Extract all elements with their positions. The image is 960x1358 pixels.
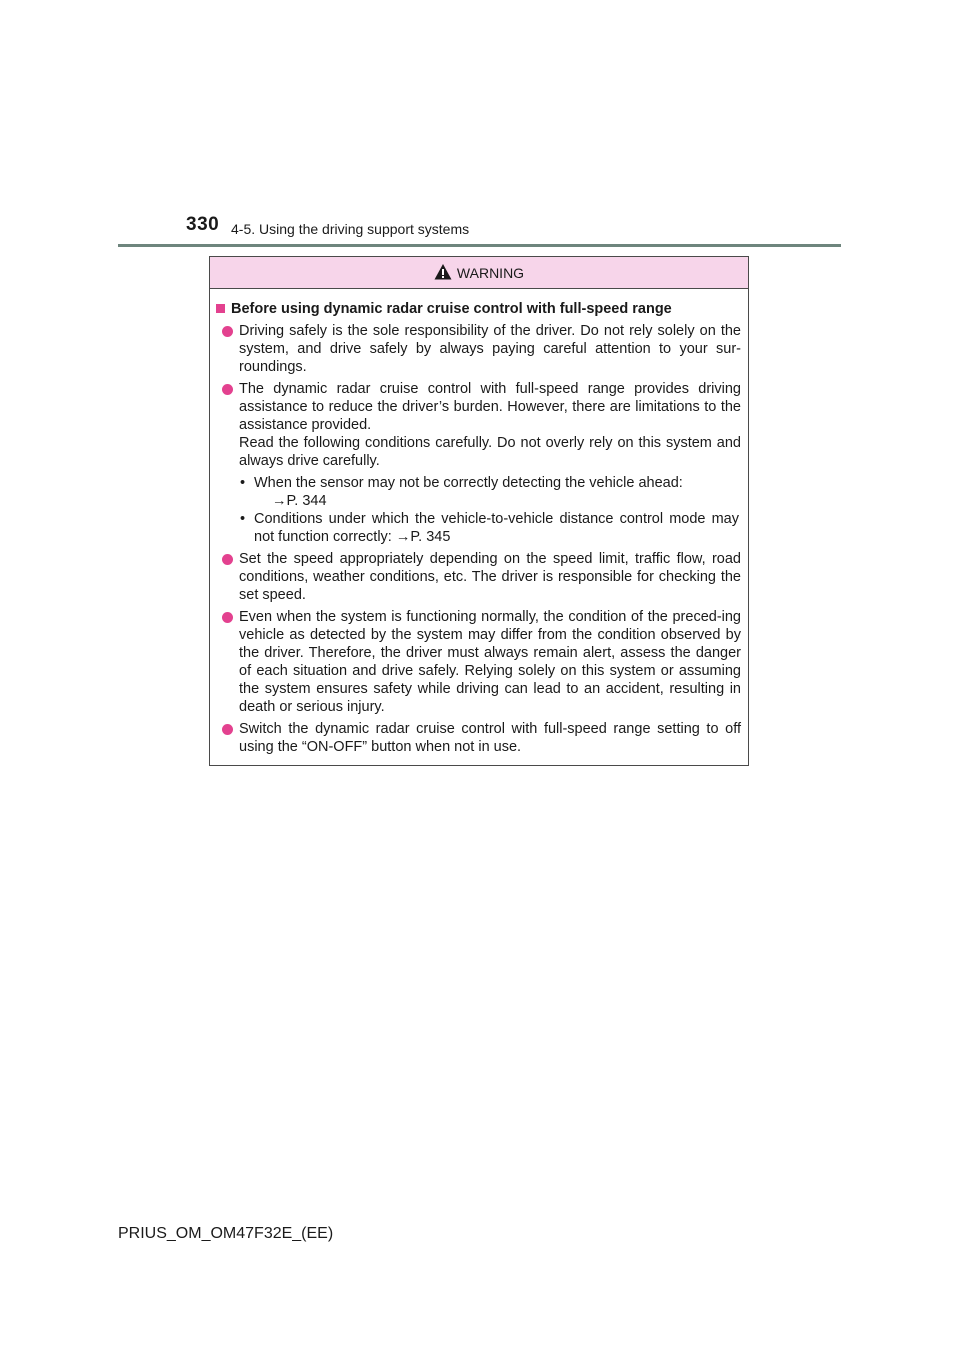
circle-bullet-icon (222, 326, 233, 337)
warning-header (210, 257, 748, 289)
warning-box (209, 256, 749, 766)
section-title: 4-5. Using the driving support systems (231, 221, 470, 237)
sub-list-item (239, 510, 741, 546)
warning-heading (216, 300, 742, 318)
list-item (216, 380, 742, 546)
circle-bullet-icon (222, 384, 233, 395)
circle-bullet-icon (222, 554, 233, 565)
warning-title: WARNING (456, 264, 525, 281)
sub-bullet: • (240, 475, 246, 491)
list-item-text: Switch the dynamic radar cruise control with full-speed range setting to off using the “ON-OFF” button when not in use. (239, 721, 741, 755)
sub-list-item (239, 474, 741, 510)
sub-item-text: When the sensor may not be correctly detecting the vehicle ahead: (254, 475, 683, 491)
list-item-text: The dynamic radar cruise control with full-speed range provides driving assistance to reduce the driver’s burden. However, there are limitations to the assistance provided. (239, 381, 741, 433)
list-item (216, 550, 742, 604)
warning-heading-text: Before using dynamic radar cruise control with full-speed range (231, 301, 672, 317)
list-item (216, 720, 742, 756)
list-item-text: Even when the system is functioning normally, the condition of the preced-ing vehicle as detected by the system may differ from the condition observed by the driver. Therefore, the driver must always remain alert, assess the danger of each situation and drive safely. Relying solely on this system or assuming the system ensures safety while driving can lead to an accident, resulting in death or serious injury. (239, 609, 741, 715)
circle-bullet-icon (222, 612, 233, 623)
sub-item-text: Conditions under which the vehicle-to-vehicle distance control mode may not function correctly: (254, 511, 739, 545)
page-reference-link[interactable]: →P. 344 (272, 493, 327, 509)
list-item (216, 322, 742, 376)
circle-bullet-icon (222, 724, 233, 735)
page-number: 330 (186, 214, 220, 235)
header-rule (118, 244, 841, 247)
list-item-text: Read the following conditions carefully. Do not overly rely on this system and always drive carefully. (239, 435, 741, 469)
square-bullet-icon (216, 304, 225, 313)
warning-body (210, 289, 748, 756)
list-item-text: Driving safely is the sole responsibility of the driver. Do not rely solely on the system, and drive safely by always paying careful attention to your sur-roundings. (239, 323, 741, 375)
page-reference-link[interactable]: →P. 345 (395, 529, 451, 545)
list-item-text: Set the speed appropriately depending on the speed limit, traffic flow, road conditions, weather conditions, etc. The driver is responsible for checking the set speed. (239, 551, 741, 603)
warning-triangle-icon (434, 263, 452, 280)
sub-bullet: • (240, 511, 246, 527)
list-item (216, 608, 742, 716)
document-code: PRIUS_OM_OM47F32E_(EE) (118, 1225, 334, 1242)
